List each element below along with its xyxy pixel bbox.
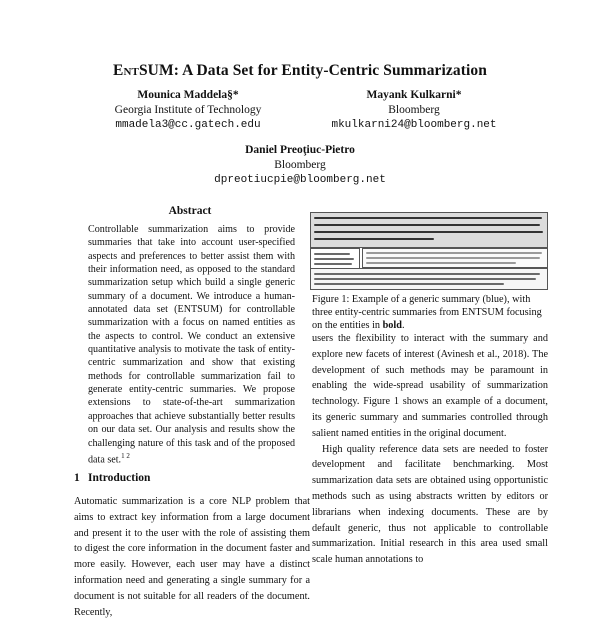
author-block-2 — [314, 88, 514, 133]
author-affiliation: Bloomberg — [274, 159, 326, 171]
author-affiliation: Bloomberg — [388, 104, 440, 116]
abstract-body: Controllable summarization aims to provide summaries that take into account user-specified aspects and preferences to better assist them with their information need, as opposed to the standard summarization setup which build a single generic summary of a document. We introduce a human-annotated data set (ENTSUM) for controllable summarization with a focus on named entities as the aspects to control. We conduct an extensive quantitative analysis to motivate the task of entity-centric summarization and show that existing methods for controllable summarization fail to generate entity-centric summaries. We propose extensions to state-of-the-art summarization approaches that achieve substantially better results on our data set. Our analysis and results show the challenging nature of this task and of the proposed data set.$^{1 2}$ — [88, 224, 295, 466]
figure-caption: Figure 1: Example of a generic summary (blue), with three entity-centric summaries from ENTSUM focusing on the entities in bold. — [312, 294, 542, 331]
author-email: mkulkarni24@bloomberg.net — [331, 119, 497, 131]
intro-left-column: Automatic summarization is a core NLP problem that aims to extract key information from a large document and present it to the user with the role of assisting them to digest the core information in the document faster and more easily. However, each user may have a distinct information need and generating a single summary for a document is not suitable for all readers of the document. Recently, — [74, 496, 310, 618]
author-name: Mounica Maddela§* — [137, 89, 239, 101]
intro-right-column — [312, 331, 548, 568]
paragraph: High quality reference data sets are needed to foster development and facilitate benchmarking. Most summarization data sets are obtained using opportunistic methods such as using abstracts written by editors or librarians when indexing documents. These are by default generic, thus not applicable to controllable summarization. Initial research in this area used small scale human annotations to — [312, 443, 548, 566]
section-heading: 1 Introduction — [74, 472, 151, 484]
paper-title: EntSUM: A Data Set for Entity-Centric Summarization — [113, 62, 487, 79]
abstract-heading: Abstract — [168, 205, 212, 217]
author-affiliation: Georgia Institute of Technology — [114, 104, 262, 116]
paragraph: users the flexibility to interact with the summary and explore new facets of interest (Avinesh et al., 2018). The development of such methods may be paramount in enabling the wide-spread usability of summarization technology. Figure 1 shows an example of a document, its generic summary and summaries controlled through salient named entities in the original document. — [312, 333, 548, 439]
author-block-3 — [180, 143, 420, 188]
entity-summary-box-1 — [362, 248, 548, 268]
author-block-1 — [98, 88, 278, 133]
author-email: dpreotiucpie@bloomberg.net — [214, 174, 386, 186]
footnote-marks: 1 2 — [121, 451, 130, 460]
author-email: mmadela3@cc.gatech.edu — [115, 119, 261, 131]
entity-summary-box-3 — [310, 268, 548, 290]
generic-summary-box — [310, 212, 548, 248]
author-name: Mayank Kulkarni* — [366, 89, 462, 101]
author-name: Daniel Preoţiuc-Pietro — [245, 144, 355, 156]
